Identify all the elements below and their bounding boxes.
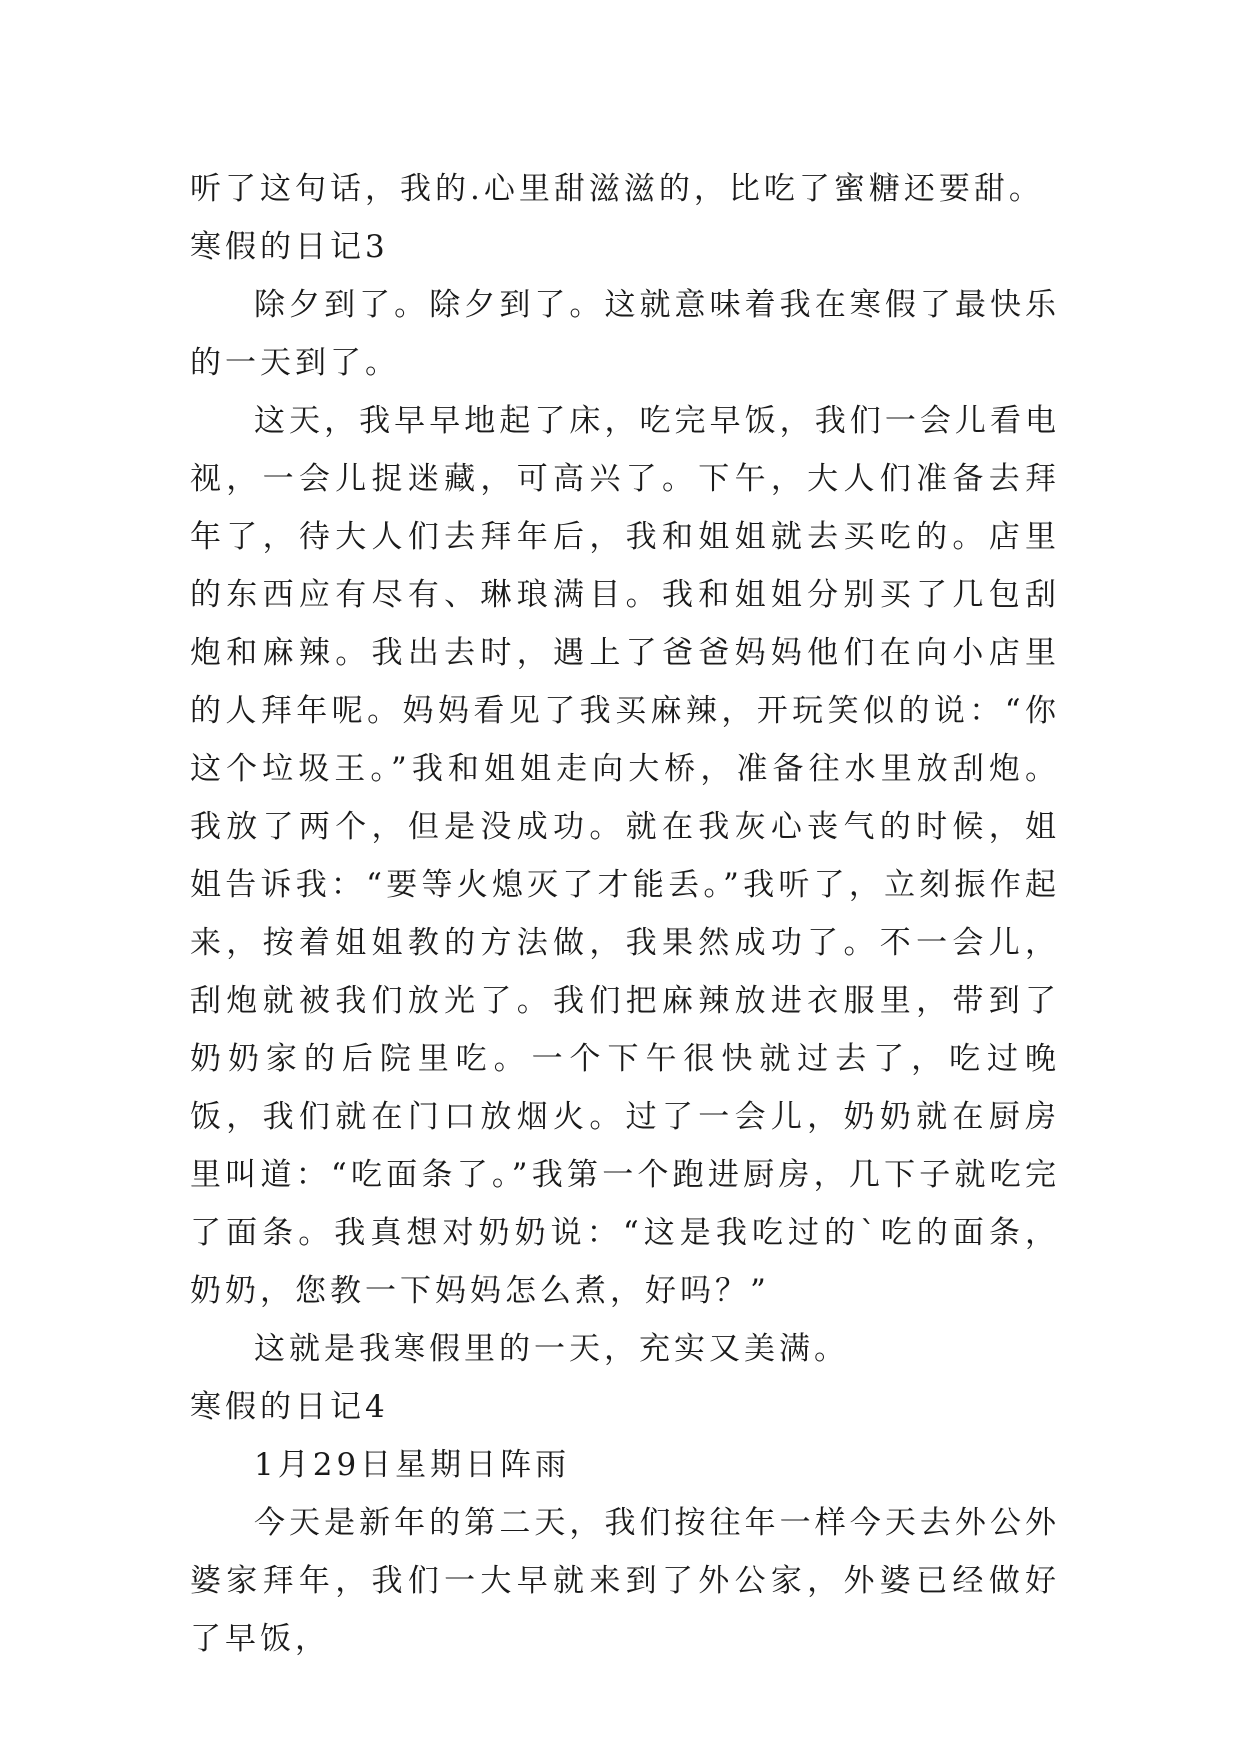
section-heading: 寒假的日记3: [190, 229, 389, 265]
paragraph: 今天是新年的第二天，我们按往年一样今天去外公外婆家拜年，我们一大早就来到了外公家，外婆已经做好了早饭，: [190, 1505, 1060, 1657]
paragraph: 除夕到了。除夕到了。这就意味着我在寒假了最快乐的一天到了。: [190, 287, 1060, 381]
date-line: 1月29日星期日阵雨: [254, 1447, 571, 1483]
document-body: [190, 160, 1060, 1668]
paragraph: 听了这句话，我的.心里甜滋滋的，比吃了蜜糖还要甜。: [190, 171, 1044, 207]
section-heading: 寒假的日记4: [190, 1389, 389, 1425]
paragraph: 这天，我早早地起了床，吃完早饭，我们一会儿看电视，一会儿捉迷藏，可高兴了。下午，大人们准备去拜年了，待大人们去拜年后，我和姐姐就去买吃的。店里的东西应有尽有、琳琅满目。我和姐姐分别买了几包刮炮和麻辣。我出去时，遇上了爸爸妈妈他们在向小店里的人拜年呢。妈妈看见了我买麻辣，开玩笑似的说：“你这个垃圾王。”我和姐姐走向大桥，准备往水里放刮炮。我放了两个，但是没成功。就在我灰心丧气的时候，姐姐告诉我：“要等火熄灭了才能丢。”我听了，立刻振作起来，按着姐姐教的方法做，我果然成功了。不一会儿，刮炮就被我们放光了。我们把麻辣放进衣服里，带到了奶奶家的后院里吃。一个下午很快就过去了，吃过晚饭，我们就在门口放烟火。过了一会儿，奶奶就在厨房里叫道：“吃面条了。”我第一个跑进厨房，几下子就吃完了面条。我真想对奶奶说：“这是我吃过的`吃的面条，奶奶，您教一下妈妈怎么煮，好吗？”: [190, 403, 1060, 1309]
paragraph: 这就是我寒假里的一天，充实又美满。: [254, 1331, 849, 1367]
